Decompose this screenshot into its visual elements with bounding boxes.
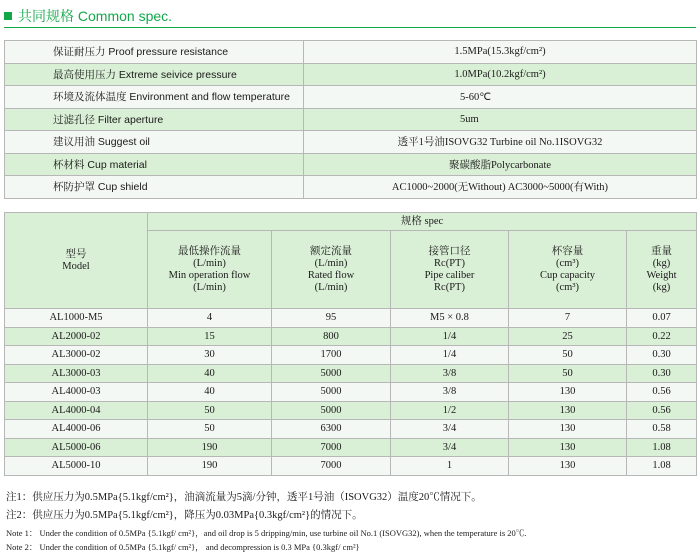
header-cn: 最低操作流量 <box>178 245 241 257</box>
model-cell: AL5000-06 <box>5 438 148 457</box>
pipe-caliber-cell: 1 <box>391 457 509 476</box>
pipe-caliber-cell: 3/4 <box>391 438 509 457</box>
min-flow-cell: 50 <box>148 420 272 439</box>
header-unit: Rc(PT) <box>434 257 465 269</box>
cup-capacity-cell: 130 <box>509 457 627 476</box>
min-flow-cell: 190 <box>148 438 272 457</box>
note-en-1: Note 1： Under the condition of 0.5MPa {5.1kgf/ cm²}，and oil drop is 5 dripping/min, use turbine oil No.1 (ISOVG32), when the temperature is 20℃. <box>6 528 527 538</box>
spec-value: 5-60℃ <box>304 86 697 109</box>
model-cell: AL3000-03 <box>5 364 148 383</box>
pipe-caliber-cell: 3/8 <box>391 383 509 402</box>
cup-capacity-cell: 130 <box>509 383 627 402</box>
rated-flow-cell: 7000 <box>272 438 391 457</box>
header-cn: 接管口径 <box>428 245 471 257</box>
spec-value: 1.5MPa(15.3kgf/cm²) <box>304 41 697 64</box>
min-flow-cell: 50 <box>148 401 272 420</box>
model-cell: AL4000-06 <box>5 420 148 439</box>
spec-row <box>5 63 697 86</box>
model-cell: AL1000-M5 <box>5 309 148 328</box>
weight-cell: 0.58 <box>627 420 697 439</box>
min-flow-cell: 30 <box>148 346 272 365</box>
header-en: Cup capacity <box>539 269 596 281</box>
weight-cell: 0.22 <box>627 327 697 346</box>
cup-capacity-header <box>509 231 627 309</box>
table-row <box>5 327 697 346</box>
header-unit: (kg) <box>652 257 671 269</box>
model-cell: AL4000-03 <box>5 383 148 402</box>
header-cn: 重量 <box>651 245 672 257</box>
rated-flow-cell: 5000 <box>272 401 391 420</box>
table-row <box>5 457 697 476</box>
spec-row <box>5 131 697 154</box>
section-title: 共同规格 Common spec. <box>18 8 173 24</box>
weight-cell: 0.07 <box>627 309 697 328</box>
cup-capacity-cell: 130 <box>509 420 627 439</box>
pipe-caliber-cell: 3/8 <box>391 364 509 383</box>
header-en: Weight <box>646 269 677 281</box>
header-en: Pipe caliber <box>424 269 475 281</box>
rated-flow-cell: 5000 <box>272 383 391 402</box>
spec-value: 聚碳酸脂Polycarbonate <box>304 153 697 176</box>
cup-capacity-cell: 50 <box>509 346 627 365</box>
pipe-caliber-cell: 1/4 <box>391 346 509 365</box>
spec-row <box>5 41 697 64</box>
header-cn: 额定流量 <box>310 245 352 257</box>
note-cn-1: 注1：供应压力为0.5MPa{5.1kgf/cm²}，油滴流量为5滴/分钟，透平1号油（ISOVG32）温度20℃情况下。 <box>6 492 482 503</box>
spec-group-header: 规格 spec <box>148 213 697 231</box>
min-flow-cell: 4 <box>148 309 272 328</box>
spec-value: 透平1号油ISOVG32 Turbine oil No.1ISOVG32 <box>304 131 697 154</box>
header-unit: (L/min) <box>314 257 348 269</box>
spec-label: 建议用油 Suggest oil <box>5 131 304 154</box>
pipe-caliber-header <box>391 231 509 309</box>
header-en: Rated flow <box>307 269 355 281</box>
rated-flow-cell: 7000 <box>272 457 391 476</box>
note-cn-2: 注2：供应压力为0.5MPa{5.1kgf/cm²}，降压为0.03MPa{0.3kgf/cm²}的情况下。 <box>6 510 363 521</box>
spec-value: 5um <box>304 108 697 131</box>
min-flow-header <box>148 231 272 309</box>
table-row <box>5 401 697 420</box>
spec-value: 1.0MPa(10.2kgf/cm²) <box>304 63 697 86</box>
spec-value: AC1000~2000(无Without) AC3000~5000(有With) <box>304 176 697 199</box>
spec-row <box>5 86 697 109</box>
note-en-2: Note 2： Under the condition of 0.5MPa {5.1kgf/ cm²}， and decompression is 0.3 MPa {0.3kgf/ cm²} <box>6 542 360 552</box>
min-flow-cell: 15 <box>148 327 272 346</box>
common-spec-table <box>4 40 697 199</box>
header-unit: (cm³) <box>556 257 579 269</box>
model-cell: AL4000-04 <box>5 401 148 420</box>
table-row <box>5 309 697 328</box>
table-row <box>5 438 697 457</box>
min-flow-cell: 40 <box>148 383 272 402</box>
rated-flow-cell: 5000 <box>272 364 391 383</box>
model-header-cn: 型号 <box>65 248 87 260</box>
model-cell: AL3000-02 <box>5 346 148 365</box>
model-header <box>5 213 148 309</box>
cup-capacity-cell: 25 <box>509 327 627 346</box>
weight-cell: 0.56 <box>627 383 697 402</box>
spec-row <box>5 176 697 199</box>
section-header <box>4 6 172 26</box>
table-row <box>5 364 697 383</box>
header-unit: (L/min) <box>314 281 348 293</box>
spec-label: 保证耐压力 Proof pressure resistance <box>5 41 304 64</box>
weight-cell: 0.30 <box>627 364 697 383</box>
rated-flow-cell: 6300 <box>272 420 391 439</box>
weight-header <box>627 231 697 309</box>
spec-label: 过滤孔径 Filter aperture <box>5 108 304 131</box>
rated-flow-cell: 1700 <box>272 346 391 365</box>
rated-flow-cell: 800 <box>272 327 391 346</box>
min-flow-cell: 40 <box>148 364 272 383</box>
spec-row <box>5 108 697 131</box>
min-flow-cell: 190 <box>148 457 272 476</box>
pipe-caliber-cell: M5 × 0.8 <box>391 309 509 328</box>
weight-cell: 0.30 <box>627 346 697 365</box>
model-header-en: Model <box>62 260 90 272</box>
spec-label: 杯材料 Cup material <box>5 153 304 176</box>
rated-flow-cell: 95 <box>272 309 391 328</box>
weight-cell: 0.56 <box>627 401 697 420</box>
model-cell: AL2000-02 <box>5 327 148 346</box>
cup-capacity-cell: 50 <box>509 364 627 383</box>
cup-capacity-cell: 7 <box>509 309 627 328</box>
pipe-caliber-cell: 1/4 <box>391 327 509 346</box>
table-row <box>5 383 697 402</box>
header-unit: Rc(PT) <box>434 281 465 293</box>
table-row <box>5 420 697 439</box>
header-divider <box>4 27 696 28</box>
header-unit: (kg) <box>652 281 671 293</box>
header-en: Min operation flow <box>168 269 251 281</box>
header-unit: (L/min) <box>193 257 226 269</box>
header-unit: (L/min) <box>193 281 226 293</box>
rated-flow-header <box>272 231 391 309</box>
spec-label: 杯防护罩 Cup shield <box>5 176 304 199</box>
spec-label: 环境及流体温度 Environment and flow temperature <box>5 86 304 109</box>
header-unit: (cm³) <box>556 281 579 293</box>
model-rows <box>5 309 697 476</box>
square-bullet-icon <box>4 12 12 20</box>
header-cn: 杯容量 <box>551 245 584 257</box>
weight-cell: 1.08 <box>627 438 697 457</box>
spec-row <box>5 153 697 176</box>
table-row <box>5 346 697 365</box>
weight-cell: 1.08 <box>627 457 697 476</box>
spec-label: 最高使用压力 Extreme seivice pressure <box>5 63 304 86</box>
model-spec-table <box>4 212 697 476</box>
pipe-caliber-cell: 3/4 <box>391 420 509 439</box>
model-cell: AL5000-10 <box>5 457 148 476</box>
pipe-caliber-cell: 1/2 <box>391 401 509 420</box>
cup-capacity-cell: 130 <box>509 401 627 420</box>
cup-capacity-cell: 130 <box>509 438 627 457</box>
